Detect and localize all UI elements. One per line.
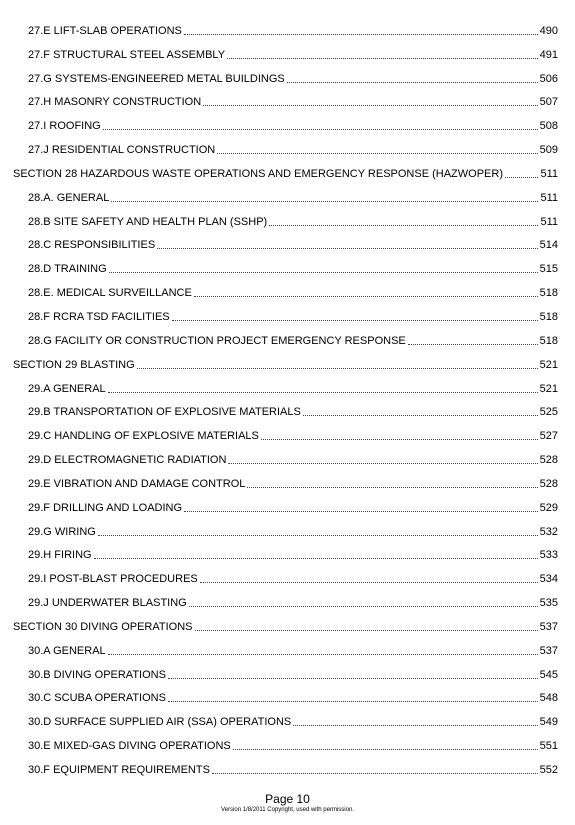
toc-entry-title: 27.I ROOFING bbox=[28, 120, 101, 133]
toc-entry-page-number: 532 bbox=[539, 525, 558, 538]
dot-leader bbox=[109, 272, 538, 273]
dot-leader bbox=[98, 535, 538, 536]
toc-entry-page-number: 508 bbox=[539, 120, 558, 133]
toc-subsection-entry[interactable] bbox=[13, 562, 558, 586]
toc-entry-page-number: 509 bbox=[539, 144, 558, 157]
toc-entry-title: 29.J UNDERWATER BLASTING bbox=[28, 597, 187, 610]
dot-leader bbox=[184, 511, 538, 512]
toc-entry-title: 28.C RESPONSIBILITIES bbox=[28, 239, 156, 252]
toc-entry-title: 27.J RESIDENTIAL CONSTRUCTION bbox=[28, 144, 216, 157]
toc-entry-title: 29.H FIRING bbox=[28, 549, 92, 562]
toc-entry-title: 30.A GENERAL bbox=[28, 644, 106, 657]
toc-subsection-entry[interactable] bbox=[13, 586, 558, 610]
toc-entry-title: 29.E VIBRATION AND DAMAGE CONTROL bbox=[28, 477, 246, 490]
toc-subsection-entry[interactable] bbox=[13, 515, 558, 539]
toc-entry-title: 30.F EQUIPMENT REQUIREMENTS bbox=[28, 764, 210, 776]
toc-subsection-entry[interactable] bbox=[13, 133, 558, 157]
toc-entry-title: 29.B TRANSPORTATION OF EXPLOSIVE MATERIALS bbox=[28, 406, 301, 419]
toc-entry-title: 28.A. GENERAL bbox=[28, 191, 110, 204]
dot-leader bbox=[212, 773, 538, 774]
toc-subsection-entry[interactable] bbox=[13, 634, 558, 658]
toc-subsection-entry[interactable] bbox=[13, 86, 558, 110]
toc-entry-title: 29.G WIRING bbox=[28, 525, 96, 538]
toc-subsection-entry[interactable] bbox=[13, 276, 558, 300]
toc-entry-title: SECTION 28 HAZARDOUS WASTE OPERATIONS AND EMERGENCY RESPONSE (HAZWOPER) bbox=[13, 167, 503, 180]
toc-subsection-entry[interactable] bbox=[13, 658, 558, 682]
toc-entry-title: 28.G FACILITY OR CONSTRUCTION PROJECT EMERGENCY RESPONSE bbox=[28, 334, 406, 347]
toc-section-entry[interactable] bbox=[13, 610, 558, 634]
dot-leader bbox=[94, 558, 538, 559]
toc-subsection-entry[interactable] bbox=[13, 62, 558, 86]
toc-entry-page-number: 528 bbox=[539, 454, 558, 467]
toc-entry-page-number: 535 bbox=[539, 597, 558, 610]
toc-entry-page-number: 552 bbox=[539, 764, 558, 776]
toc-subsection-entry[interactable] bbox=[13, 467, 558, 491]
toc-subsection-entry[interactable] bbox=[13, 300, 558, 324]
dot-leader bbox=[194, 296, 538, 297]
toc-entry-page-number: 545 bbox=[539, 668, 558, 681]
toc-subsection-entry[interactable] bbox=[13, 419, 558, 443]
toc-subsection-entry[interactable] bbox=[13, 729, 558, 753]
toc-entry-title: 28.B SITE SAFETY AND HEALTH PLAN (SSHP) bbox=[28, 215, 268, 228]
toc-entry-title: 30.B DIVING OPERATIONS bbox=[28, 668, 166, 681]
toc-subsection-entry[interactable] bbox=[13, 539, 558, 563]
toc-entry-page-number: 533 bbox=[539, 549, 558, 562]
toc-subsection-entry[interactable] bbox=[13, 38, 558, 62]
toc-entry-title: 29.I POST-BLAST PROCEDURES bbox=[28, 573, 198, 586]
toc-entry-page-number: 511 bbox=[540, 191, 558, 204]
dot-leader bbox=[108, 392, 538, 393]
toc-subsection-entry[interactable] bbox=[13, 14, 558, 38]
toc-entry-title: 30.C SCUBA OPERATIONS bbox=[28, 692, 166, 705]
toc-entry-title: 29.C HANDLING OF EXPLOSIVE MATERIALS bbox=[28, 430, 259, 443]
toc-entry-title: 29.D ELECTROMAGNETIC RADIATION bbox=[28, 454, 227, 467]
toc-entry-title: 27.H MASONRY CONSTRUCTION bbox=[28, 96, 202, 109]
dot-leader bbox=[111, 201, 538, 202]
toc-entry-page-number: 527 bbox=[539, 430, 558, 443]
toc-entry-page-number: 518 bbox=[539, 310, 558, 323]
dot-leader bbox=[233, 749, 538, 750]
toc-entry-page-number: 514 bbox=[539, 239, 558, 252]
page-number: Page 10 bbox=[265, 792, 310, 806]
toc-entry-page-number: 537 bbox=[539, 644, 558, 657]
toc-subsection-entry[interactable] bbox=[13, 396, 558, 420]
toc-entry-title: 30.D SURFACE SUPPLIED AIR (SSA) OPERATIONS bbox=[28, 716, 292, 729]
toc-section-entry[interactable] bbox=[13, 157, 558, 181]
toc-entry-page-number: 525 bbox=[539, 406, 558, 419]
toc-entry-page-number: 515 bbox=[539, 263, 558, 276]
toc-subsection-entry[interactable] bbox=[13, 181, 558, 205]
version-copyright-note: Version 1/8/2011 Copyright, used with permission. bbox=[221, 807, 354, 813]
dot-leader bbox=[227, 58, 538, 59]
dot-leader bbox=[228, 463, 537, 464]
dot-leader bbox=[168, 678, 538, 679]
dot-leader bbox=[184, 34, 538, 35]
dot-leader bbox=[200, 582, 538, 583]
toc-entry-page-number: 551 bbox=[539, 740, 558, 753]
toc-entry-title: 28.E. MEDICAL SURVEILLANCE bbox=[28, 287, 192, 300]
toc-entry-page-number: 518 bbox=[539, 334, 558, 347]
dot-leader bbox=[408, 344, 538, 345]
toc-subsection-entry[interactable] bbox=[13, 205, 558, 229]
toc-subsection-entry[interactable] bbox=[13, 491, 558, 515]
toc-subsection-entry[interactable] bbox=[13, 372, 558, 396]
toc-entry-page-number: 490 bbox=[539, 24, 558, 37]
toc-entry-page-number: 511 bbox=[540, 167, 558, 180]
toc-entry-page-number: 507 bbox=[539, 96, 558, 109]
toc-entry-title: SECTION 29 BLASTING bbox=[13, 358, 135, 371]
toc-subsection-entry[interactable] bbox=[13, 705, 558, 729]
toc-entry-title: 27.G SYSTEMS-ENGINEERED METAL BUILDINGS bbox=[28, 72, 285, 85]
toc-entry-title: 27.F STRUCTURAL STEEL ASSEMBLY bbox=[28, 48, 226, 61]
dot-leader bbox=[287, 82, 538, 83]
dot-leader bbox=[168, 701, 538, 702]
dot-leader bbox=[293, 725, 537, 726]
dot-leader bbox=[203, 105, 537, 106]
toc-entry-title: 29.F DRILLING AND LOADING bbox=[28, 501, 183, 514]
toc-entry-page-number: 518 bbox=[539, 287, 558, 300]
dot-leader bbox=[103, 129, 538, 130]
toc-subsection-entry[interactable] bbox=[13, 443, 558, 467]
toc-entry-page-number: 506 bbox=[539, 72, 558, 85]
page-footer bbox=[0, 793, 575, 814]
toc-subsection-entry[interactable] bbox=[13, 252, 558, 276]
toc-entry-page-number: 549 bbox=[539, 716, 558, 729]
toc-section-entry[interactable] bbox=[13, 348, 558, 372]
dot-leader bbox=[217, 153, 537, 154]
toc-subsection-entry[interactable] bbox=[13, 229, 558, 253]
toc-entry-page-number: 528 bbox=[539, 477, 558, 490]
dot-leader bbox=[189, 606, 538, 607]
dot-leader bbox=[269, 225, 538, 226]
toc-entry-page-number: 521 bbox=[539, 358, 558, 371]
toc-subsection-entry[interactable] bbox=[13, 753, 558, 777]
toc-entry-title: 27.E LIFT-SLAB OPERATIONS bbox=[28, 24, 182, 37]
toc-entry-title: 30.E MIXED-GAS DIVING OPERATIONS bbox=[28, 740, 231, 753]
toc-subsection-entry[interactable] bbox=[13, 682, 558, 706]
toc-entry-page-number: 537 bbox=[539, 620, 558, 633]
toc-entry-page-number: 529 bbox=[539, 501, 558, 514]
dot-leader bbox=[247, 487, 537, 488]
toc-entry-title: SECTION 30 DIVING OPERATIONS bbox=[13, 620, 193, 633]
toc-entry-page-number: 511 bbox=[540, 215, 558, 228]
toc-subsection-entry[interactable] bbox=[13, 324, 558, 348]
table-of-contents bbox=[13, 14, 558, 777]
dot-leader bbox=[108, 654, 538, 655]
toc-entry-page-number: 548 bbox=[539, 692, 558, 705]
toc-entry-title: 28.F RCRA TSD FACILITIES bbox=[28, 310, 170, 323]
toc-entry-page-number: 521 bbox=[539, 382, 558, 395]
dot-leader bbox=[137, 368, 538, 369]
toc-subsection-entry[interactable] bbox=[13, 109, 558, 133]
toc-entry-page-number: 491 bbox=[539, 48, 558, 61]
dot-leader bbox=[261, 439, 538, 440]
toc-entry-page-number: 534 bbox=[539, 573, 558, 586]
dot-leader bbox=[303, 415, 538, 416]
toc-entry-title: 29.A GENERAL bbox=[28, 382, 106, 395]
dot-leader bbox=[505, 177, 538, 178]
dot-leader bbox=[195, 630, 538, 631]
dot-leader bbox=[157, 248, 537, 249]
toc-entry-title: 28.D TRAINING bbox=[28, 263, 107, 276]
dot-leader bbox=[172, 320, 538, 321]
